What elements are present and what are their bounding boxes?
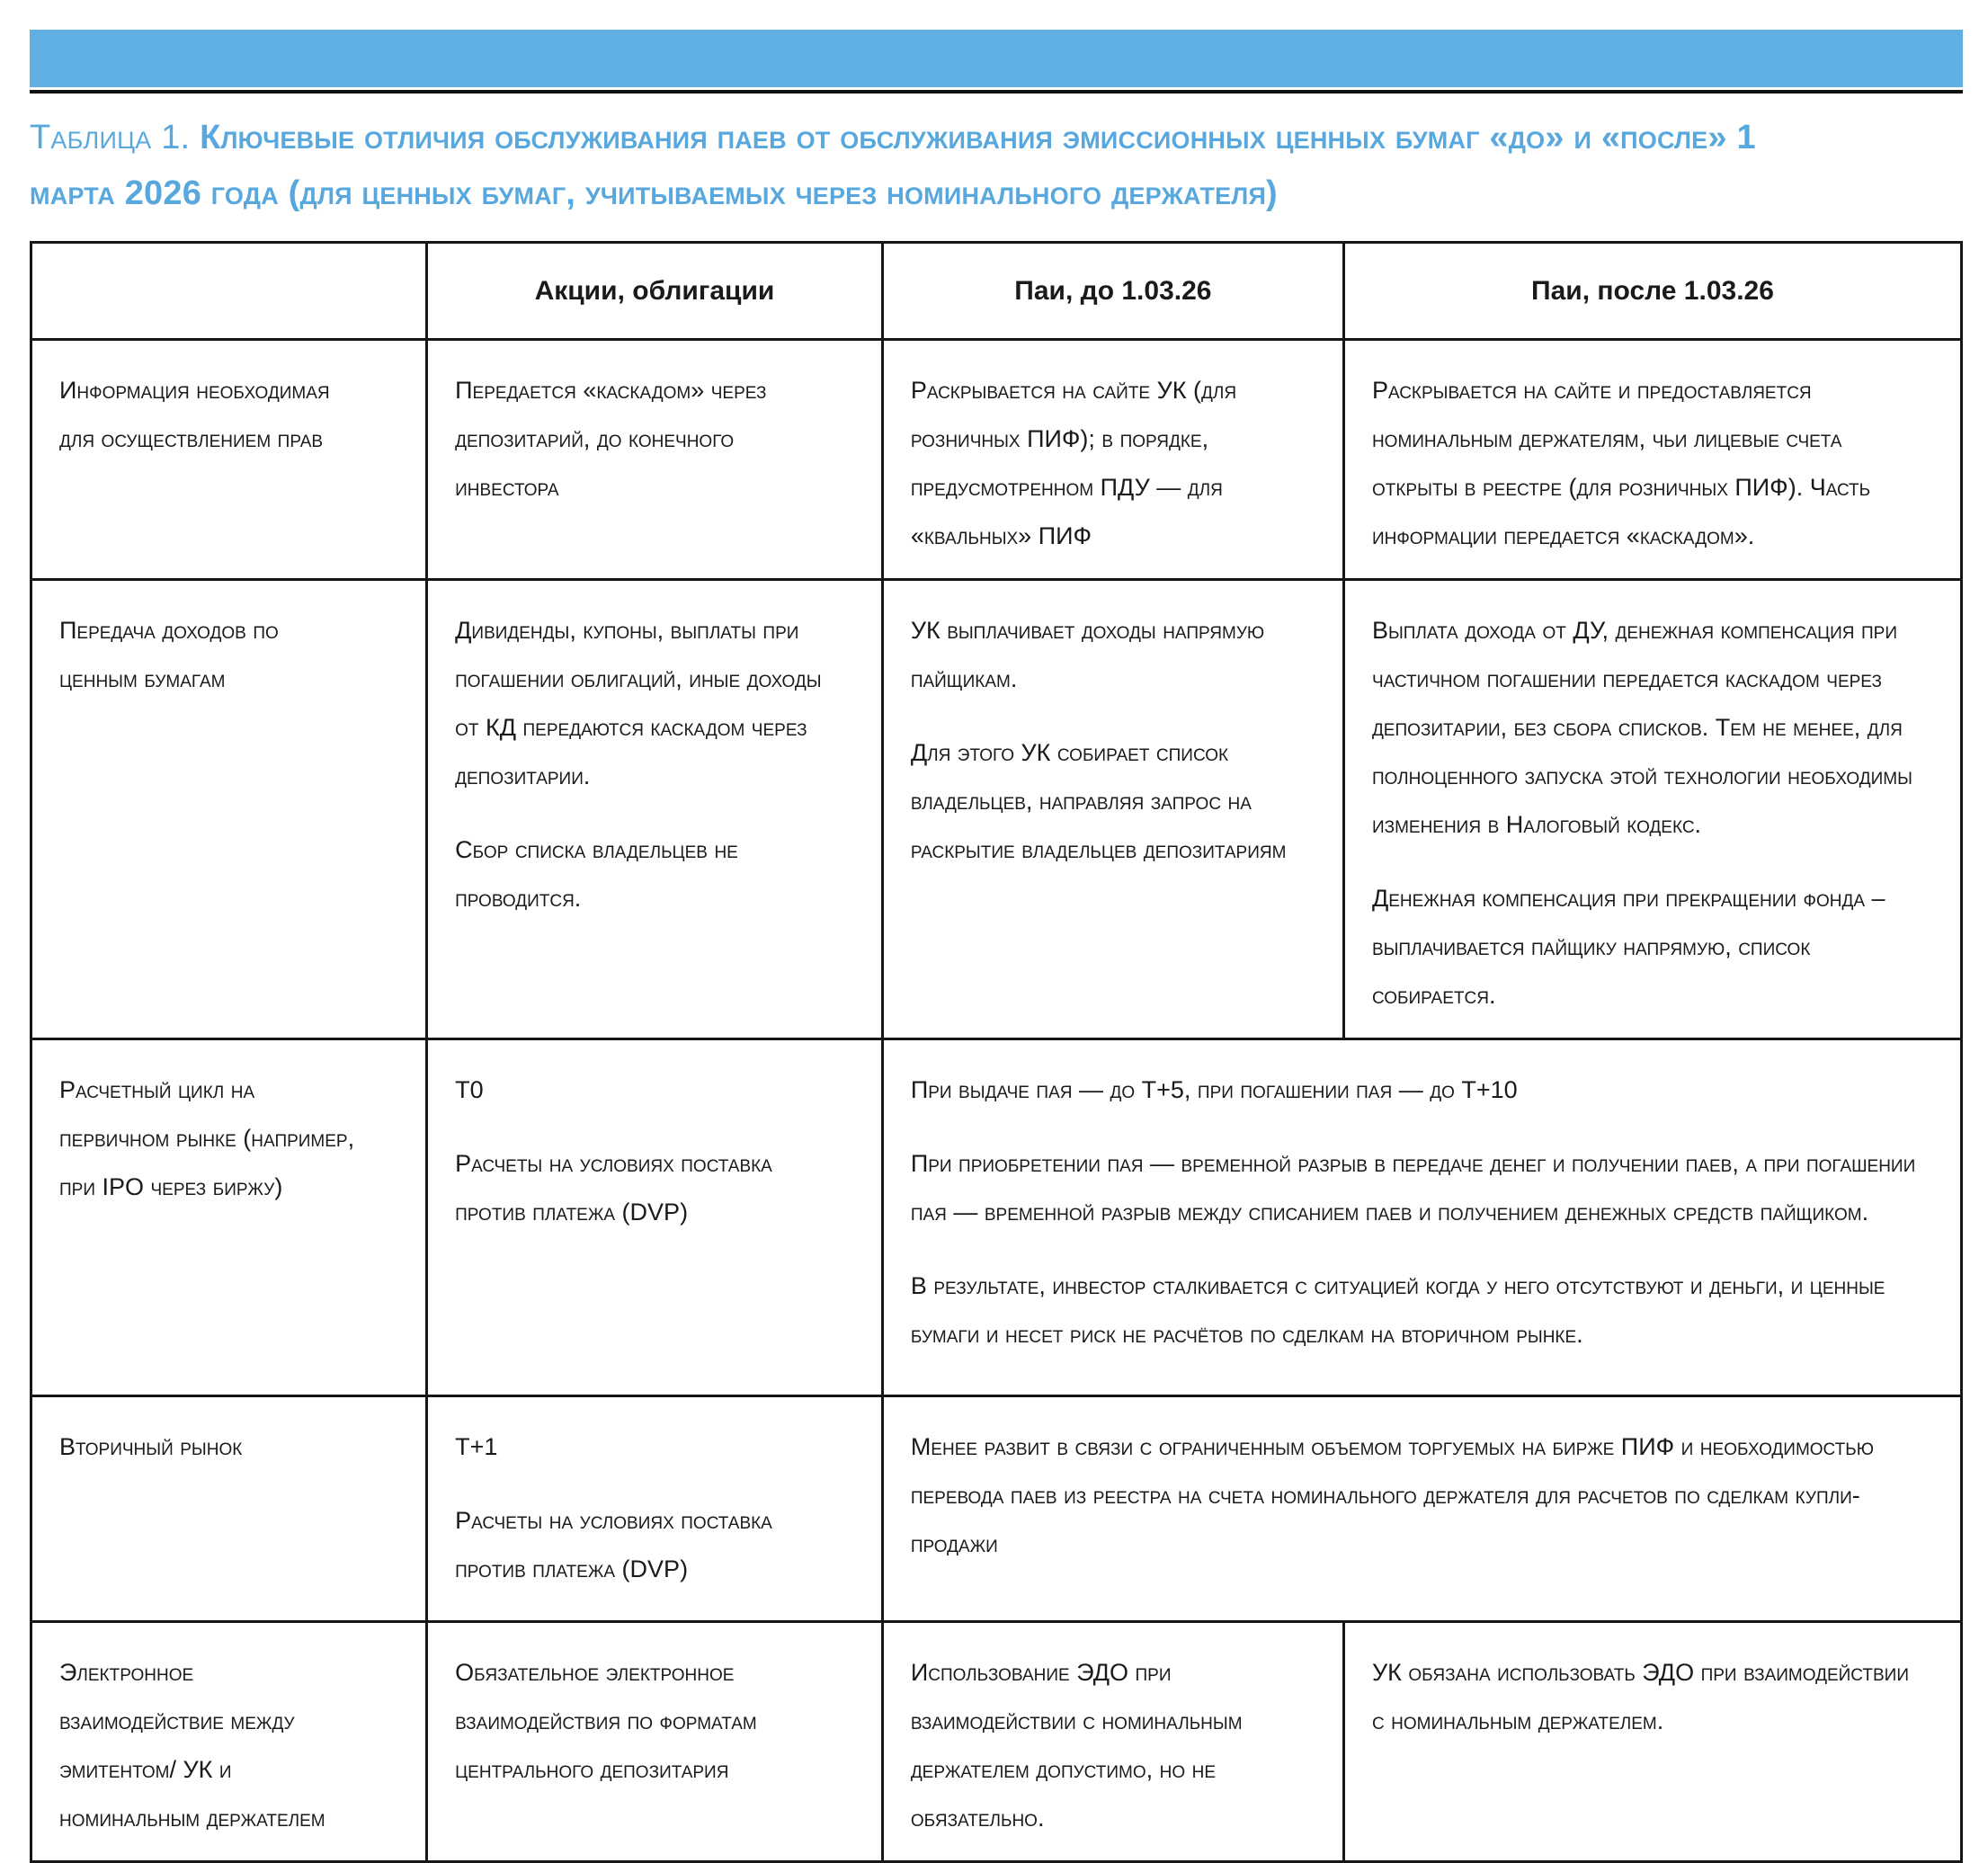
table-cell — [427, 1396, 883, 1622]
row-label — [31, 1039, 427, 1396]
row-label — [31, 1396, 427, 1622]
row-income-transfer — [31, 580, 1962, 1039]
cell-paragraph: Менее развит в связи с ограниченным объемом торгуемых на бирже ПИФ и необходимостью перевода паев из реестра на счета номинального держателя для расчетов по сделкам купли-продажи — [910, 1433, 1874, 1557]
table-cell — [882, 340, 1343, 580]
cell-paragraph: Использование ЭДО при взаимодействии с номинальным держателем допустимо, но не обязательно. — [910, 1659, 1243, 1832]
cell-paragraph: При выдаче пая — до Т+5, при погашении пая — до Т+10 — [910, 1076, 1518, 1103]
cell-paragraph: Раскрывается на сайте УК (для розничных ПИФ); в порядке, предусмотренном ПДУ — для «квальных» ПИФ — [910, 377, 1237, 549]
table-cell — [427, 1039, 883, 1396]
cell-paragraph: Расчеты на условиях поставка против платежа (DVP) — [455, 1150, 772, 1226]
header-row — [31, 243, 1962, 340]
row-label-text: Передача доходов по ценным бумагам — [59, 617, 279, 692]
row-secondary-market — [31, 1396, 1962, 1622]
row-label-text: Вторичный рынок — [59, 1433, 243, 1460]
row-label — [31, 1622, 427, 1862]
cell-paragraph: УК обязана использовать ЭДО при взаимодействии с номинальным держателем. — [1371, 1659, 1909, 1734]
table-cell — [882, 580, 1343, 1039]
cell-paragraph: Расчеты на условиях поставка против платежа (DVP) — [455, 1507, 772, 1582]
cell-paragraph: Передается «каскадом» через депозитарий, до конечного инвестора — [455, 377, 767, 501]
comparison-table — [30, 241, 1963, 1863]
column-header-empty — [31, 243, 427, 340]
table-title-text: Ключевые отличия обслуживания паев от обслуживания эмиссионных ценных бумаг «до» и «после» 1 марта 2026 года (для ценных бумаг, учитываемых через номинального держателя) — [30, 119, 1756, 212]
cell-paragraph: При приобретении пая — временной разрыв в передаче денег и получении паев, а при погашении пая — временной разрыв между списанием паев и получением денежных средств пайщиком. — [910, 1150, 1916, 1226]
table-cell — [1343, 1622, 1961, 1862]
table-cell — [427, 580, 883, 1039]
table-cell-merged — [882, 1039, 1961, 1396]
header-rule — [30, 90, 1963, 94]
table-cell — [882, 1622, 1343, 1862]
cell-paragraph: Обязательное электронное взаимодействия по форматам центрального депозитария — [455, 1659, 757, 1783]
cell-paragraph: Денежная компенсация при прекращении фонда –выплачивается пайщику напрямую, список собирается. — [1371, 885, 1885, 1009]
table-cell — [1343, 340, 1961, 580]
cell-paragraph: УК выплачивает доходы напрямую пайщикам. — [910, 617, 1265, 692]
table-title-prefix: Таблица 1. — [30, 119, 191, 156]
table-title — [30, 110, 1837, 221]
column-header-units-after: Паи, после 1.03.26 — [1343, 243, 1961, 340]
row-label — [31, 580, 427, 1039]
cell-paragraph: Т0 — [455, 1076, 484, 1103]
cell-paragraph: Раскрывается на сайте и предоставляется номинальным держателям, чьи лицевые счета открыты в реестре (для розничных ПИФ). Часть информации передается «каскадом». — [1371, 377, 1871, 549]
row-label-text: Информация необходимая для осуществлением прав — [59, 377, 330, 452]
table-cell — [427, 340, 883, 580]
row-electronic-interaction — [31, 1622, 1962, 1862]
row-label-text: Электронное взаимодействие между эмитентом/ УК и номинальным держателем — [59, 1659, 325, 1832]
cell-paragraph: Выплата дохода от ДУ, денежная компенсация при частичном погашении передается каскадом через депозитарии, без сбора списков. Тем не менее, для полноценного запуска этой технологии необходимы изменения в Налоговый кодекс. — [1371, 617, 1912, 838]
table-cell-merged — [882, 1396, 1961, 1622]
cell-paragraph: В результате, инвестор сталкивается с ситуацией когда у него отсутствуют и деньги, и ценные бумаги и несет риск не расчётов по сделкам на вторичном рынке. — [910, 1272, 1885, 1348]
table-cell — [427, 1622, 883, 1862]
row-settlement-cycle — [31, 1039, 1962, 1396]
cell-paragraph: Для этого УК собирает список владельцев, направляя запрос на раскрытие владельцев депозитариям — [910, 739, 1287, 863]
header-bar — [30, 30, 1963, 87]
row-label-text: Расчетный цикл на первичном рынке (например, при IPO через биржу) — [59, 1076, 355, 1200]
cell-paragraph: Дивиденды, купоны, выплаты при погашении облигаций, иные доходы от КД передаются каскадом через депозитарии. — [455, 617, 822, 789]
cell-paragraph: Сбор списка владельцев не проводится. — [455, 836, 738, 912]
row-label — [31, 340, 427, 580]
column-header-stocks-bonds: Акции, облигации — [427, 243, 883, 340]
column-header-units-before: Паи, до 1.03.26 — [882, 243, 1343, 340]
row-information-for-rights — [31, 340, 1962, 580]
table-cell — [1343, 580, 1961, 1039]
cell-paragraph: Т+1 — [455, 1433, 498, 1460]
